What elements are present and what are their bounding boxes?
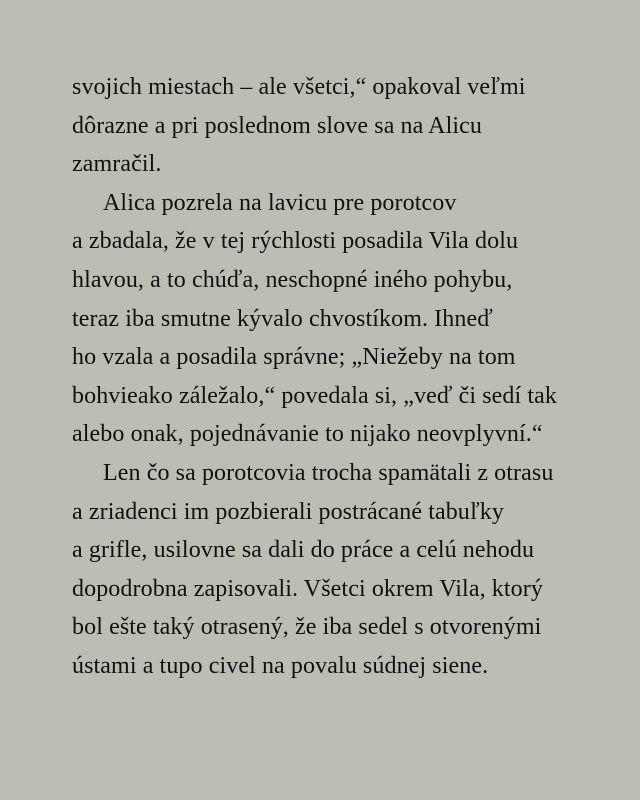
text-line: bol ešte taký otrasený, že iba sedel s otvorenými	[72, 614, 542, 641]
text-line: ústami a tupo civel na povalu súdnej siene.	[72, 652, 489, 679]
text-line: hlavou, a to chúďa, neschopné iného pohybu,	[72, 266, 513, 293]
paragraph-first-line: Len čo sa porotcovia trocha spamätali z otrasu	[103, 459, 554, 486]
paragraph-first-line: Alica pozrela na lavicu pre porotcov	[103, 189, 457, 216]
text-line: a zriadenci im pozbierali postrácané tabuľky	[72, 498, 504, 525]
text-line: zamračil.	[72, 151, 162, 178]
text-line: dopodrobna zapisovali. Všetci okrem Vila, ktorý	[72, 575, 543, 602]
body-text	[72, 68, 632, 686]
text-line: dôrazne a pri poslednom slove sa na Alicu	[72, 112, 482, 139]
text-line: svojich miestach – ale všetci,“ opakoval veľmi	[72, 74, 526, 100]
text-line: a zbadala, že v tej rýchlosti posadila Vila dolu	[72, 228, 519, 255]
text-line: ho vzala a posadila správne; „Niežeby na tom	[72, 344, 516, 371]
text-line: a grifle, usilovne sa dali do práce a celú nehodu	[72, 537, 535, 564]
text-line: alebo onak, pojednávanie to nijako neovplyvní.“	[72, 421, 543, 448]
text-line: teraz iba smutne kývalo chvostíkom. Ihneď	[72, 305, 493, 332]
text-line: bohvieako záležalo,“ povedala si, „veď či sedí tak	[72, 382, 557, 409]
